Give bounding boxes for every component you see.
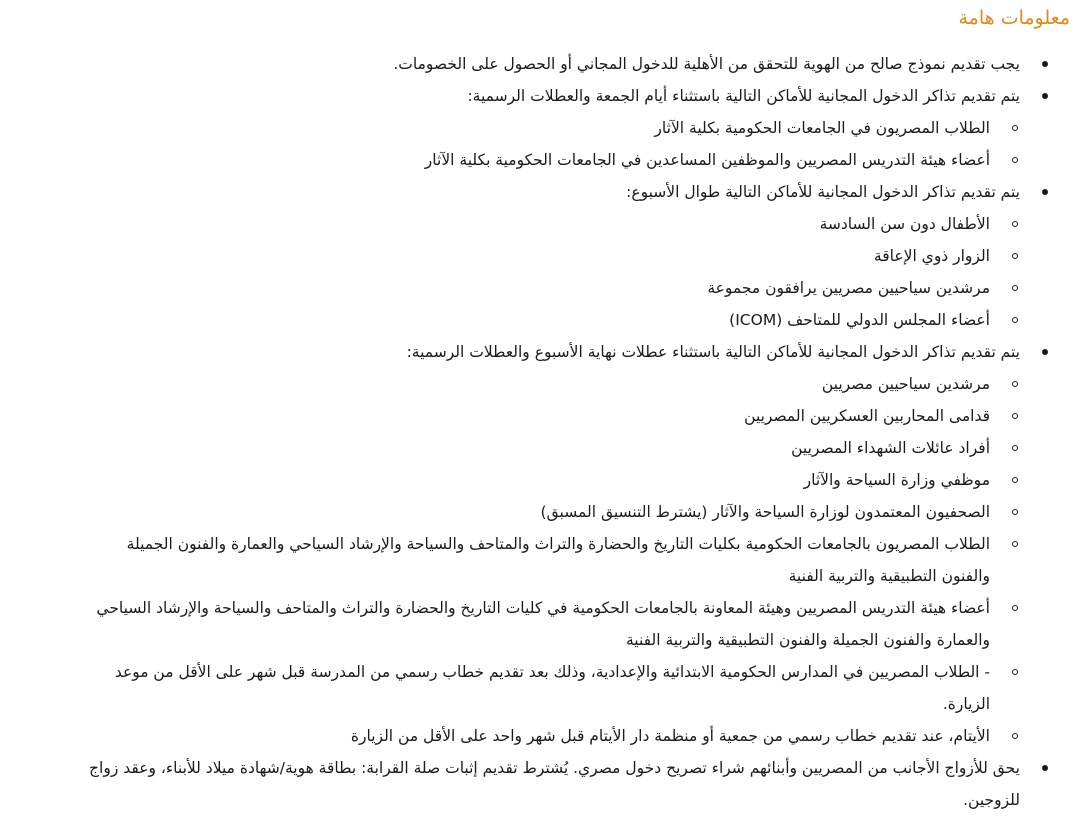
- list-item-text: يجب تقديم نموذج صالح من الهوية للتحقق من الأهلية للدخول المجاني أو الحصول على الخصومات.: [393, 55, 1020, 73]
- sub-list-item-text: مرشدين سياحيين مصريين: [821, 375, 990, 393]
- sub-list: [24, 208, 1020, 336]
- list-item: [40, 752, 1070, 816]
- sub-list-item-text: أعضاء المجلس الدولي للمتاحف (ICOM): [729, 311, 990, 329]
- sub-list-item: [24, 304, 1020, 336]
- list-item-text: يحق للأزواج الأجانب من المصريين وأبنائهم شراء تصريح دخول مصري. يُشترط تقديم إثبات صلة القرابة: بطاقة هوية/شهادة ميلاد للأبناء، وعقد زواج للزوجين.: [89, 759, 1020, 809]
- sub-list-item: [24, 112, 1020, 144]
- list-item: [24, 80, 1070, 176]
- info-list: [24, 48, 1070, 816]
- sub-list: [24, 368, 1020, 752]
- list-item-text: يتم تقديم تذاكر الدخول المجانية للأماكن التالية طوال الأسبوع:: [626, 183, 1020, 201]
- list-item-text: يتم تقديم تذاكر الدخول المجانية للأماكن التالية باستثناء أيام الجمعة والعطلات الرسمية:: [467, 87, 1020, 105]
- sub-list-item: [24, 272, 1020, 304]
- sub-list-item-text: قدامى المحاربين العسكريين المصريين: [744, 407, 990, 425]
- sub-list-item-text: موظفي وزارة السياحة والآثار: [803, 471, 990, 489]
- sub-list: [24, 112, 1020, 176]
- sub-list-item-text: مرشدين سياحيين مصريين يرافقون مجموعة: [707, 279, 990, 297]
- sub-list-item: [24, 144, 1020, 176]
- sub-list-item-text: الأطفال دون سن السادسة: [819, 215, 990, 233]
- sub-list-item-text: الطلاب المصريون بالجامعات الحكومية بكليات التاريخ والحضارة والتراث والمتاحف والسياحة والإرشاد السياحي والعمارة والفنون الجميلة والفنون التطبيقية والتربية الفنية: [126, 535, 990, 585]
- sub-list-item-text: أعضاء هيئة التدريس المصريين والموظفين المساعدين في الجامعات الحكومية بكلية الآثار: [424, 151, 990, 169]
- sub-list-item: [90, 528, 1020, 592]
- sub-list-item: [24, 240, 1020, 272]
- sub-list-item-text: الطلاب المصريون في الجامعات الحكومية بكلية الآثار: [654, 119, 990, 137]
- sub-list-item-text: الصحفيون المعتمدون لوزارة السياحة والآثار (يشترط التنسيق المسبق): [540, 503, 990, 521]
- sub-list-item-text: أعضاء هيئة التدريس المصريين وهيئة المعاونة بالجامعات الحكومية في كليات التاريخ والحضارة والتراث والمتاحف والسياحة والإرشاد السياحي والعمارة والفنون الجميلة والفنون التطبيقية والتربية الفنية: [96, 599, 990, 649]
- sub-list-item: [50, 592, 1020, 656]
- list-item: [24, 176, 1070, 336]
- sub-list-item: [24, 208, 1020, 240]
- sub-list-item-text: الأيتام، عند تقديم خطاب رسمي من جمعية أو منظمة دار الأيتام قبل شهر واحد على الأقل من الزيارة: [350, 727, 990, 745]
- list-item: [24, 336, 1070, 752]
- sub-list-item: [24, 368, 1020, 400]
- sub-list-item-text: الزوار ذوي الإعاقة: [873, 247, 990, 265]
- list-item: [340, 48, 1070, 80]
- sub-list-item: [24, 464, 1020, 496]
- section-title: معلومات هامة: [958, 7, 1070, 29]
- sub-list-item: [24, 400, 1020, 432]
- sub-list-item: [24, 720, 1020, 752]
- list-item-text: يتم تقديم تذاكر الدخول المجانية للأماكن التالية باستثناء عطلات نهاية الأسبوع والعطلات الرسمية:: [406, 343, 1020, 361]
- sub-list-item: [90, 656, 1020, 720]
- sub-list-item-text: - الطلاب المصريين في المدارس الحكومية الابتدائية والإعدادية، وذلك بعد تقديم خطاب رسمي من المدرسة قبل شهر على الأقل من موعد الزيارة.: [114, 663, 990, 713]
- sub-list-item: [24, 496, 1020, 528]
- sub-list-item: [24, 432, 1020, 464]
- sub-list-item-text: أفراد عائلات الشهداء المصريين: [791, 439, 990, 457]
